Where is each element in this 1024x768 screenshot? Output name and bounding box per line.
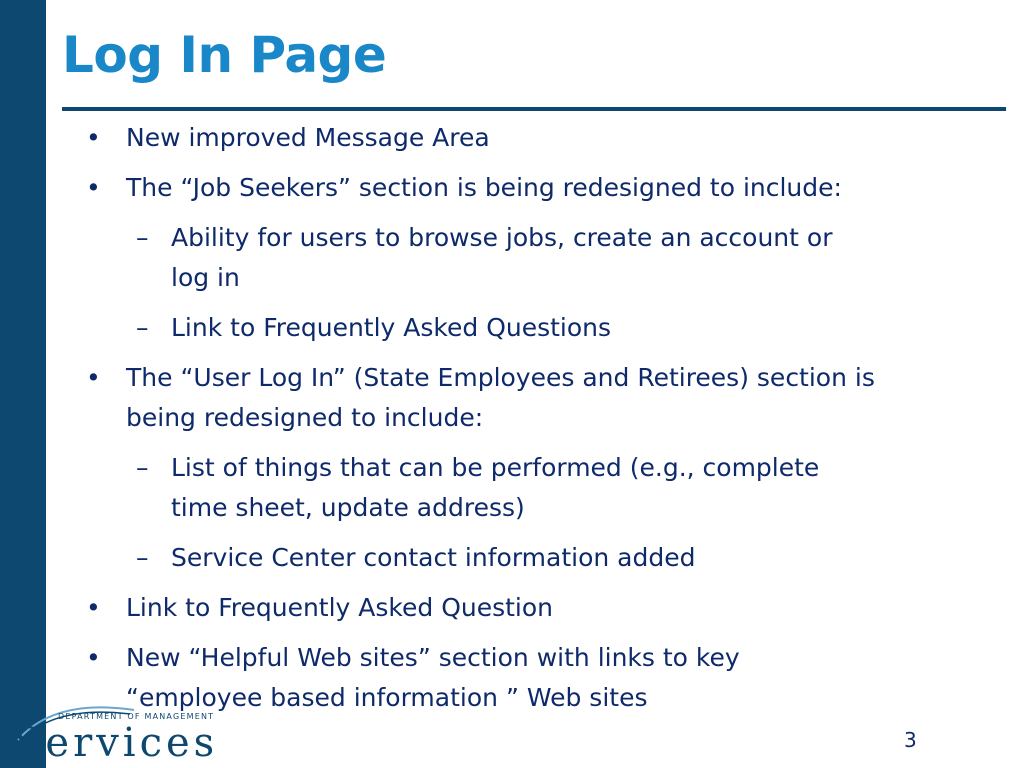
sub-bullet-text: List of things that can be performed (e.g., complete time sheet, update address) [171,453,820,522]
bullet-marker: • [86,363,101,392]
sub-bullet-item [86,448,946,528]
bullet-marker: • [86,593,101,622]
sub-bullet-item [86,538,946,578]
sub-bullet-item [86,308,946,348]
sub-bullet-marker: – [136,543,149,572]
bullet-item [86,588,946,628]
bullet-marker: • [86,173,101,202]
sub-bullet-marker: – [136,313,149,342]
sub-bullet-text: Service Center contact information added [171,543,696,572]
bullet-item [86,118,946,158]
logo-services-text: Services [14,720,219,766]
sub-bullet-text: Link to Frequently Asked Questions [171,313,612,342]
bullet-item [86,358,946,438]
bullet-text: The “User Log In” (State Employees and Retirees) section is being redesigned to include: [126,363,875,432]
title-divider [62,107,1006,111]
sub-bullet-item [86,218,951,298]
bullet-text: Link to Frequently Asked Question [126,593,554,622]
logo-department-text: DEPARTMENT OF MANAGEMENT [58,712,215,721]
dms-services-logo [14,700,224,768]
sub-bullet-marker: – [136,223,149,252]
bullet-text: New “Helpful Web sites” section with links to key “employee based information ” Web sites [126,643,740,712]
bullet-item [86,168,946,208]
sub-bullet-marker: – [136,453,149,482]
sub-bullet-text: Ability for users to browse jobs, create an account or log in [171,223,833,292]
bullet-text: The “Job Seekers” section is being redesigned to include: [126,173,842,202]
slide-title: Log In Page [62,26,387,84]
bullet-marker: • [86,643,101,672]
bullet-text: New improved Message Area [126,123,490,152]
bullet-list [86,118,946,728]
left-accent-bar [0,0,46,768]
bullet-marker: • [86,123,101,152]
page-number: 3 [904,728,917,752]
